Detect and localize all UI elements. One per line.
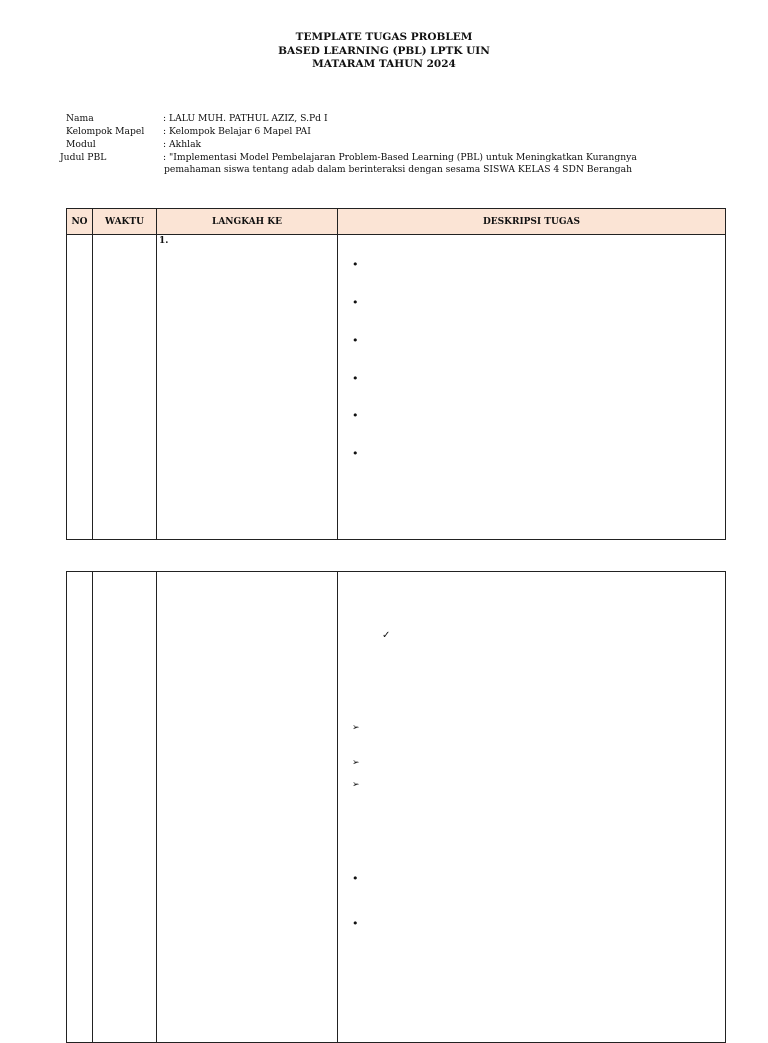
nama-label: Nama	[66, 113, 94, 124]
table-row	[67, 235, 726, 540]
header-deskripsi: DESKRIPSI TUGAS	[338, 209, 726, 235]
cell-deskripsi	[338, 572, 726, 1043]
step-number: 1.	[159, 236, 169, 246]
title-line-3: MATARAM TAHUN 2024	[312, 58, 456, 70]
modul-value: : Akhlak	[163, 139, 202, 150]
cell-no	[67, 572, 93, 1043]
bullet-icon: •	[352, 872, 359, 885]
task-table-1	[66, 208, 726, 540]
bullet-icon: •	[352, 917, 359, 930]
arrow-bullet-icon: ➢	[352, 780, 360, 790]
task-table-2	[66, 571, 726, 1043]
bullet-icon: •	[352, 409, 359, 422]
nama-value: : LALU MUH. PATHUL AZIZ, S.Pd I	[163, 113, 328, 124]
bullet-icon: •	[352, 334, 359, 347]
bullet-icon: •	[352, 447, 359, 460]
title-line-1: TEMPLATE TUGAS PROBLEM	[295, 31, 473, 43]
judul-label: Judul PBL	[60, 152, 107, 163]
table-row	[67, 572, 726, 1043]
cell-langkah	[157, 235, 338, 540]
judul-value-line-2: pemahaman siswa tentang adab dalam berinteraksi dengan sesama SISWA KELAS 4 SDN Berangah	[164, 164, 633, 175]
bullet-icon: •	[352, 296, 359, 309]
arrow-bullet-icon: ➢	[352, 758, 360, 768]
header-langkah: LANGKAH KE	[157, 209, 338, 235]
title-line-2: BASED LEARNING (PBL) LPTK UIN	[278, 44, 490, 57]
cell-waktu	[93, 235, 157, 540]
cell-no	[67, 235, 93, 540]
check-icon: ✓	[382, 630, 391, 641]
cell-deskripsi	[338, 235, 726, 540]
modul-label: Modul	[66, 139, 96, 150]
header-no: NO	[67, 209, 93, 235]
kelompok-value: : Kelompok Belajar 6 Mapel PAI	[163, 126, 311, 137]
header-waktu: WAKTU	[93, 209, 157, 235]
arrow-bullet-icon: ➢	[352, 723, 360, 733]
table-header-row	[67, 209, 726, 235]
judul-value-line-1: : "Implementasi Model Pembelajaran Problem-Based Learning (PBL) untuk Meningkatkan Kurangnya	[163, 152, 637, 163]
bullet-icon: •	[352, 258, 359, 271]
document-title	[0, 31, 768, 72]
bullet-icon: •	[352, 372, 359, 385]
kelompok-label: Kelompok Mapel	[66, 126, 145, 137]
cell-waktu	[93, 572, 157, 1043]
cell-langkah	[157, 572, 338, 1043]
